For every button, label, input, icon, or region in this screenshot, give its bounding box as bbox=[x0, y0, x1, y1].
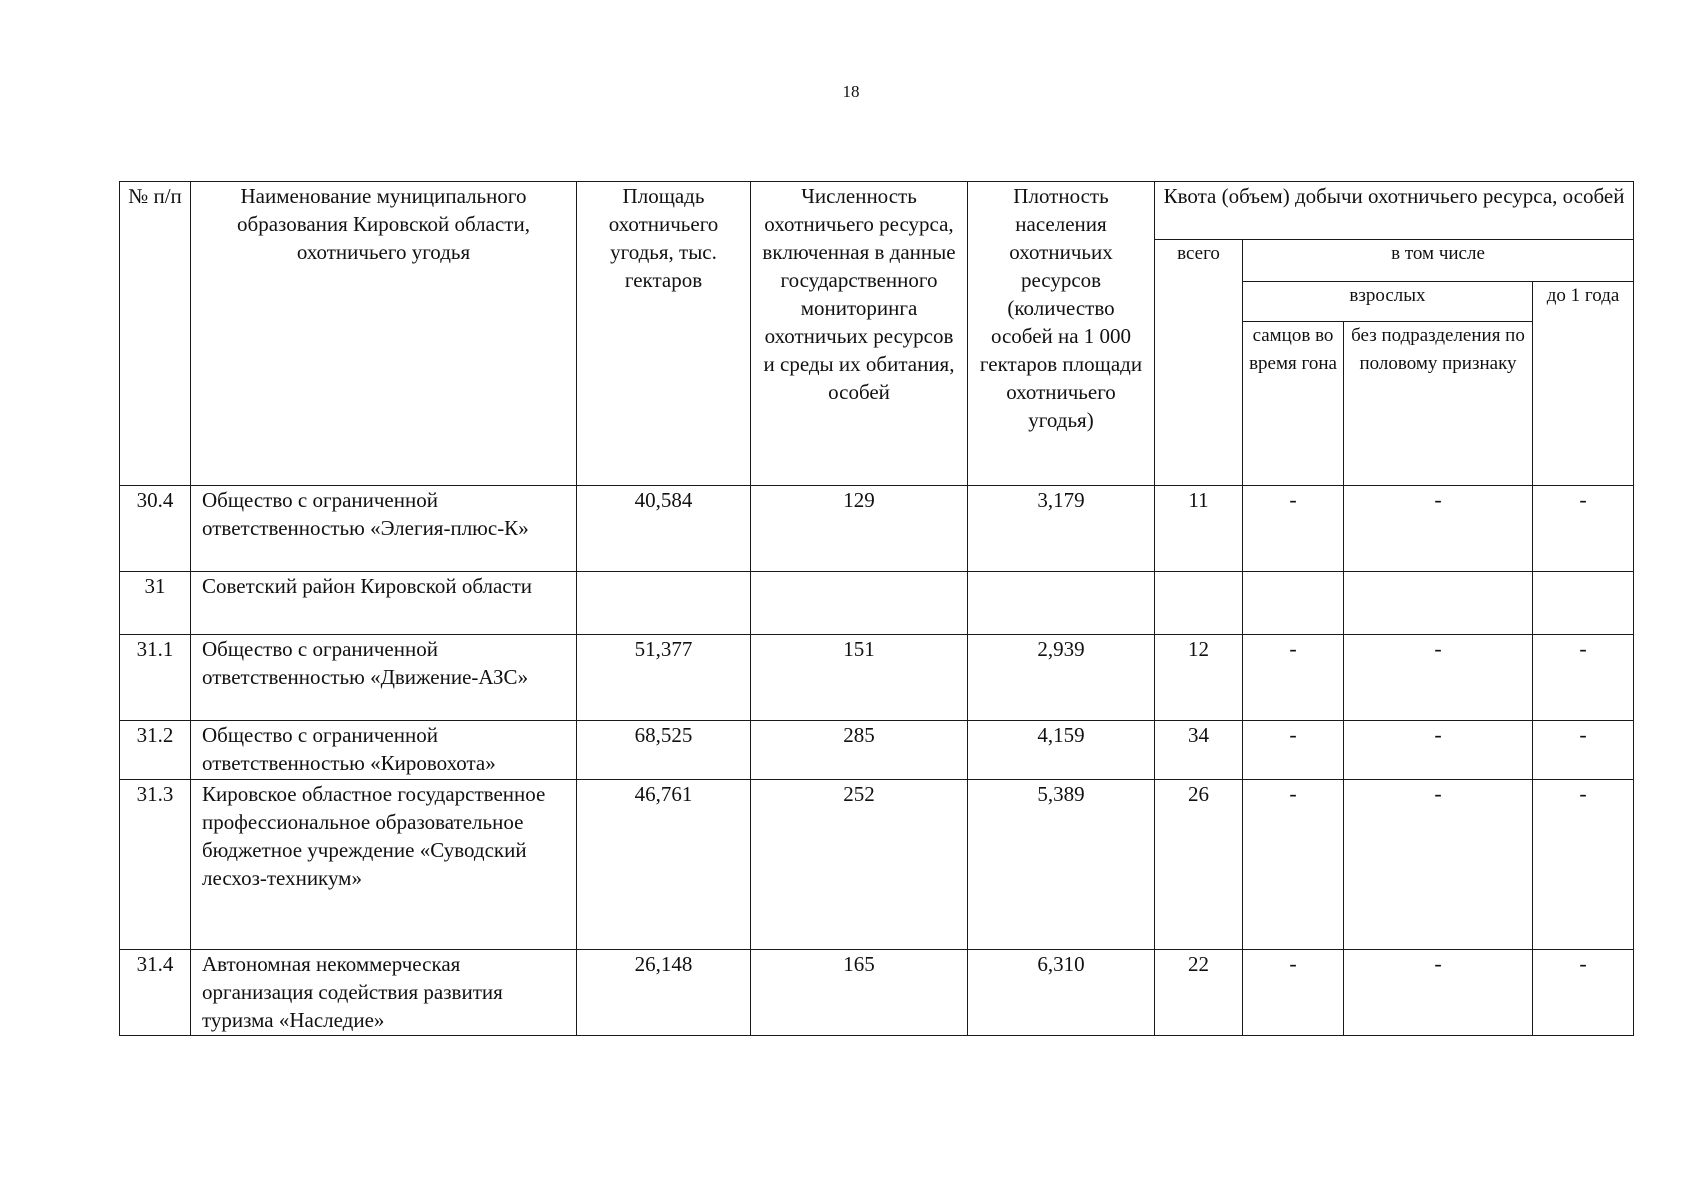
row-density: 2,939 bbox=[968, 635, 1155, 721]
header-area: Площадь охотничьего угодья, тыс. гектаров bbox=[577, 182, 751, 486]
row-name: Общество с ограниченной ответственностью «Движение-АЗС» bbox=[191, 635, 577, 721]
row-num: 30.4 bbox=[120, 486, 191, 572]
header-num: № п/п bbox=[120, 182, 191, 486]
row-count: 165 bbox=[751, 950, 968, 1036]
row-name: Советский район Кировской области bbox=[191, 572, 577, 635]
row-density: 5,389 bbox=[968, 780, 1155, 950]
row-no-sex bbox=[1344, 572, 1533, 635]
row-count bbox=[751, 572, 968, 635]
row-under-year: - bbox=[1533, 486, 1634, 572]
row-density bbox=[968, 572, 1155, 635]
row-count: 252 bbox=[751, 780, 968, 950]
row-num: 31.1 bbox=[120, 635, 191, 721]
header-density: Плотность населения охотничьих ресурсов (количество особей на 1 000 гектаров площади охотничьего угодья) bbox=[968, 182, 1155, 486]
row-under-year: - bbox=[1533, 635, 1634, 721]
row-males bbox=[1243, 572, 1344, 635]
header-no-sex: без подразделения по половому признаку bbox=[1344, 322, 1533, 486]
row-area bbox=[577, 572, 751, 635]
row-under-year: - bbox=[1533, 950, 1634, 1036]
row-males: - bbox=[1243, 780, 1344, 950]
row-num: 31.2 bbox=[120, 721, 191, 780]
row-name: Общество с ограниченной ответственностью «Кировохота» bbox=[191, 721, 577, 780]
row-name: Автономная некоммерческая организация содействия развития туризма «Наследие» bbox=[191, 950, 577, 1036]
row-males: - bbox=[1243, 635, 1344, 721]
row-total: 11 bbox=[1155, 486, 1243, 572]
row-area: 46,761 bbox=[577, 780, 751, 950]
row-males: - bbox=[1243, 721, 1344, 780]
quota-table bbox=[119, 181, 1634, 1036]
row-density: 3,179 bbox=[968, 486, 1155, 572]
row-total bbox=[1155, 572, 1243, 635]
row-under-year bbox=[1533, 572, 1634, 635]
row-total: 22 bbox=[1155, 950, 1243, 1036]
row-males: - bbox=[1243, 950, 1344, 1036]
table-row bbox=[120, 780, 1634, 950]
row-no-sex: - bbox=[1344, 635, 1533, 721]
row-area: 26,148 bbox=[577, 950, 751, 1036]
header-males: самцов во время гона bbox=[1243, 322, 1344, 486]
row-total: 12 bbox=[1155, 635, 1243, 721]
header-name: Наименование муниципального образования Кировской области, охотничьего угодья bbox=[191, 182, 577, 486]
header-total: всего bbox=[1155, 240, 1243, 486]
row-no-sex: - bbox=[1344, 486, 1533, 572]
table-row bbox=[120, 486, 1634, 572]
row-males: - bbox=[1243, 486, 1344, 572]
page-number: 18 bbox=[842, 82, 860, 101]
row-num: 31 bbox=[120, 572, 191, 635]
row-no-sex: - bbox=[1344, 780, 1533, 950]
row-density: 6,310 bbox=[968, 950, 1155, 1036]
row-num: 31.3 bbox=[120, 780, 191, 950]
header-count: Численность охотничьего ресурса, включенная в данные государственного мониторинга охотничьих ресурсов и среды их обитания, особей bbox=[751, 182, 968, 486]
header-including: в том числе bbox=[1243, 240, 1634, 282]
row-area: 40,584 bbox=[577, 486, 751, 572]
table-row bbox=[120, 950, 1634, 1036]
row-count: 151 bbox=[751, 635, 968, 721]
table-row bbox=[120, 721, 1634, 780]
row-density: 4,159 bbox=[968, 721, 1155, 780]
row-no-sex: - bbox=[1344, 950, 1533, 1036]
row-area: 51,377 bbox=[577, 635, 751, 721]
row-name: Кировское областное государственное профессиональное образовательное бюджетное учреждение «Суводский лесхоз-техникум» bbox=[191, 780, 577, 950]
row-under-year: - bbox=[1533, 780, 1634, 950]
row-no-sex: - bbox=[1344, 721, 1533, 780]
row-area: 68,525 bbox=[577, 721, 751, 780]
header-under-year: до 1 года bbox=[1533, 282, 1634, 486]
header-quota: Квота (объем) добычи охотничьего ресурса, особей bbox=[1155, 182, 1634, 240]
row-under-year: - bbox=[1533, 721, 1634, 780]
row-num: 31.4 bbox=[120, 950, 191, 1036]
table-row bbox=[120, 572, 1634, 635]
row-total: 34 bbox=[1155, 721, 1243, 780]
row-count: 285 bbox=[751, 721, 968, 780]
table-row bbox=[120, 635, 1634, 721]
row-count: 129 bbox=[751, 486, 968, 572]
row-total: 26 bbox=[1155, 780, 1243, 950]
header-adults: взрослых bbox=[1243, 282, 1533, 322]
row-name: Общество с ограниченной ответственностью «Элегия-плюс-К» bbox=[191, 486, 577, 572]
